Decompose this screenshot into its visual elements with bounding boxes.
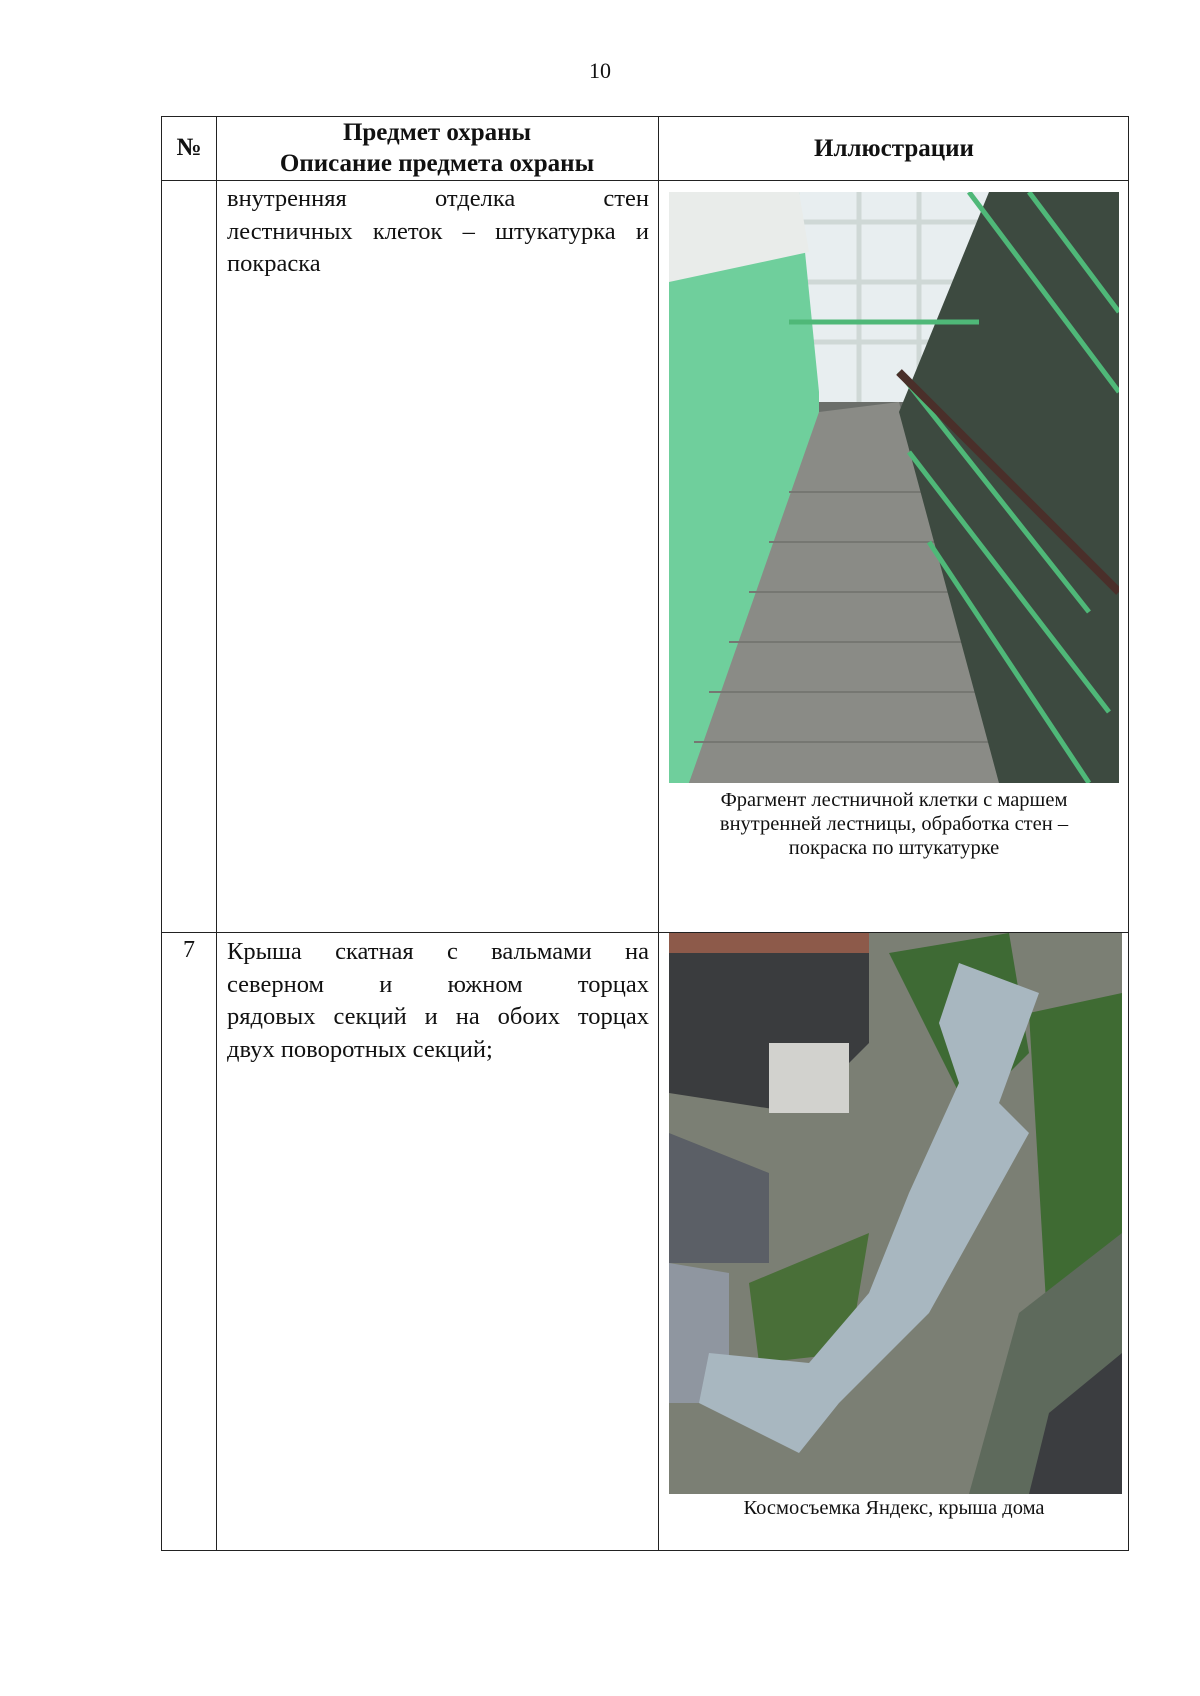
description-line: Крыша скатная с вальмами на bbox=[227, 938, 649, 965]
description-line: лестничных клеток – штукатурка и bbox=[227, 217, 649, 245]
page-number: 10 bbox=[589, 58, 611, 83]
caption-line: Космосъемка Яндекс, крыша дома bbox=[743, 1497, 1045, 1519]
header-illustrations: Иллюстрации bbox=[814, 135, 974, 162]
row-description bbox=[227, 183, 649, 281]
caption-line: внутренней лестницы, обработка стен – bbox=[719, 813, 1069, 835]
header-divider bbox=[162, 180, 1128, 181]
satellite-photo bbox=[669, 933, 1122, 1494]
staircase-photo bbox=[669, 192, 1119, 783]
description-line: северном и южном торцах bbox=[227, 970, 649, 998]
row-description bbox=[227, 936, 649, 1066]
column-divider bbox=[216, 117, 217, 1550]
description-line: двух поворотных секций; bbox=[227, 1035, 493, 1063]
caption-line: покраска по штукатурке bbox=[788, 837, 1000, 859]
photo-caption bbox=[658, 1496, 1130, 1520]
description-line: внутренняя отделка стен bbox=[227, 185, 649, 212]
header-subject-line: Описание предмета охраны bbox=[279, 150, 595, 177]
header-subject-line: Предмет охраны bbox=[342, 119, 532, 146]
description-line: рядовых секций и на обоих торцах bbox=[227, 1003, 649, 1030]
protection-table bbox=[161, 116, 1129, 1551]
row-number: 7 bbox=[183, 937, 195, 963]
caption-line: Фрагмент лестничной клетки с маршем bbox=[720, 789, 1068, 811]
header-number: № bbox=[176, 134, 202, 161]
description-line: покраска bbox=[227, 250, 321, 277]
header-subject bbox=[216, 117, 658, 179]
photo-caption bbox=[658, 788, 1130, 860]
